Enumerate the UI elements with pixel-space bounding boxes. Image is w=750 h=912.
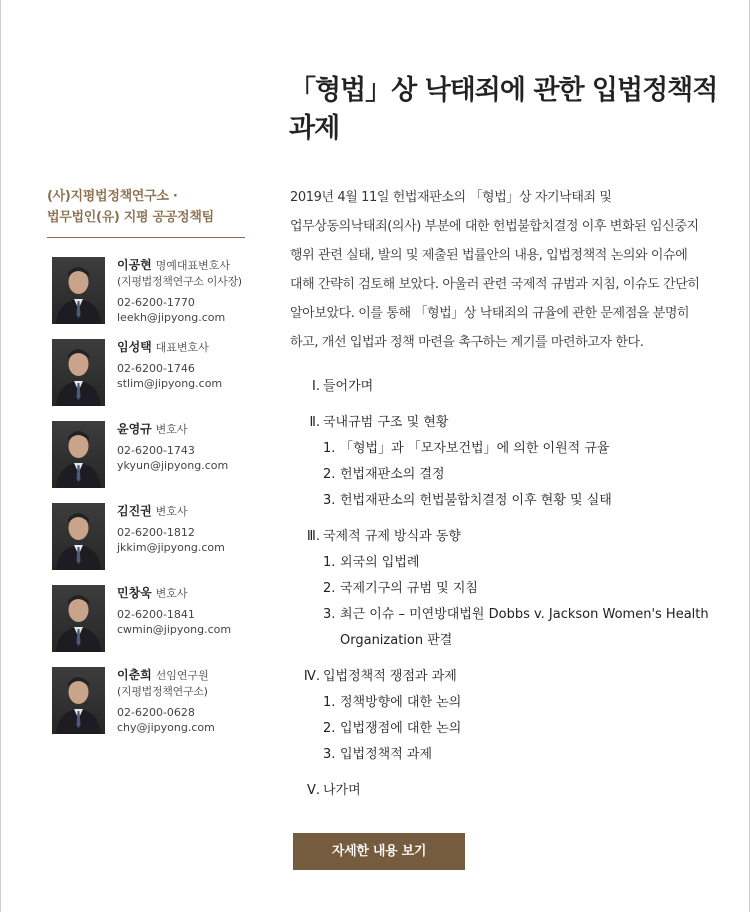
toc-section xyxy=(290,778,710,804)
author-info xyxy=(117,585,257,637)
author-email[interactable]: chy@jipyong.com xyxy=(117,721,215,734)
author-role: 명예대표변호사 xyxy=(155,259,230,272)
author-role: 변호사 xyxy=(155,505,188,518)
toc-item xyxy=(290,690,710,716)
toc-item xyxy=(290,742,710,768)
toc-item-number: 3. xyxy=(323,493,336,508)
author-photo xyxy=(52,585,105,652)
author-email[interactable]: stlim@jipyong.com xyxy=(117,377,223,390)
author-info xyxy=(117,503,257,555)
toc-section xyxy=(290,410,710,514)
author-phone: 02-6200-0628 xyxy=(117,706,195,719)
toc-section-number: Ⅴ. xyxy=(306,783,320,798)
author-info xyxy=(117,339,257,391)
author-role: 선임연구원 xyxy=(155,669,209,682)
toc-section-heading xyxy=(290,410,710,436)
author-contact xyxy=(117,525,257,555)
author-contact xyxy=(117,295,257,325)
toc-item-number: 1. xyxy=(323,695,336,710)
author-name: 윤영규 xyxy=(117,422,152,436)
toc-item-text: 외국의 입법례 xyxy=(340,555,420,570)
toc-item-text: 입법쟁점에 대한 논의 xyxy=(340,721,462,736)
author-role: 대표변호사 xyxy=(155,341,209,354)
author-name-line xyxy=(117,585,257,602)
toc-section-number: Ⅱ. xyxy=(309,415,320,430)
toc-item-number: 2. xyxy=(323,721,336,736)
author-role: 변호사 xyxy=(155,587,188,600)
toc-section-number: Ⅰ. xyxy=(312,379,320,394)
toc-section-title: 입법정책적 쟁점과 과제 xyxy=(323,669,457,684)
view-details-button[interactable]: 자세한 내용 보기 xyxy=(293,833,465,870)
org-line-1: (사)지평법정책연구소 · xyxy=(47,189,178,204)
author-contact xyxy=(117,361,257,391)
author-name-line xyxy=(117,667,257,684)
toc-item xyxy=(290,602,710,654)
author-photo xyxy=(52,667,105,734)
author-email[interactable]: leekh@jipyong.com xyxy=(117,311,226,324)
table-of-contents xyxy=(290,374,710,804)
toc-section-title: 국제적 규제 방식과 동향 xyxy=(323,529,461,544)
toc-item-text: 최근 이슈 – 미연방대법원 Dobbs v. Jackson Women's Health Organization 판결 xyxy=(340,607,709,648)
author-profile xyxy=(47,417,245,499)
toc-item-text: 헌법재판소의 헌법불합치결정 이후 현황 및 실태 xyxy=(340,493,612,508)
toc-item-text: 헌법재판소의 결정 xyxy=(340,467,445,482)
toc-section-title: 들어가며 xyxy=(323,379,374,394)
author-phone: 02-6200-1746 xyxy=(117,362,195,375)
author-name-line xyxy=(117,339,257,356)
author-affiliation: (지평법정책연구소) xyxy=(117,685,208,698)
author-phone: 02-6200-1812 xyxy=(117,526,195,539)
author-info xyxy=(117,257,257,325)
author-profile xyxy=(47,253,245,335)
toc-section-heading xyxy=(290,374,710,400)
toc-item-number: 3. xyxy=(323,747,336,762)
toc-item-number: 2. xyxy=(323,467,336,482)
toc-item xyxy=(290,488,710,514)
author-phone: 02-6200-1770 xyxy=(117,296,195,309)
author-name-line xyxy=(117,257,257,274)
toc-item-text: 「형법」과 「모자보건법」에 의한 이원적 규율 xyxy=(340,441,610,456)
toc-section xyxy=(290,664,710,768)
author-email[interactable]: ykyun@jipyong.com xyxy=(117,459,229,472)
toc-item-number: 2. xyxy=(323,581,336,596)
author-phone: 02-6200-1743 xyxy=(117,444,195,457)
page-title: 「형법」상 낙태죄에 관한 입법정책적 과제 xyxy=(289,75,718,144)
author-name: 임성택 xyxy=(117,340,152,354)
toc-section-heading xyxy=(290,524,710,550)
author-profile xyxy=(47,663,245,745)
author-photo xyxy=(52,257,105,324)
profile-list xyxy=(47,253,245,745)
toc-section-heading xyxy=(290,664,710,690)
author-photo xyxy=(52,503,105,570)
main-content xyxy=(290,183,710,804)
organization-name xyxy=(47,186,245,238)
author-role: 변호사 xyxy=(155,423,188,436)
author-phone: 02-6200-1841 xyxy=(117,608,195,621)
author-profile xyxy=(47,581,245,663)
author-profile xyxy=(47,499,245,581)
toc-item xyxy=(290,550,710,576)
toc-section xyxy=(290,524,710,654)
toc-item xyxy=(290,462,710,488)
toc-item-text: 국제기구의 규범 및 지침 xyxy=(340,581,478,596)
author-info xyxy=(117,421,257,473)
toc-item xyxy=(290,576,710,602)
toc-section-title: 나가며 xyxy=(323,783,361,798)
author-name: 김진권 xyxy=(117,504,152,518)
author-contact xyxy=(117,607,257,637)
org-line-2: 법무법인(유) 지평 공공정책팀 xyxy=(47,210,214,225)
author-email[interactable]: cwmin@jipyong.com xyxy=(117,623,232,636)
toc-section-number: Ⅲ. xyxy=(306,529,320,544)
toc-section-heading xyxy=(290,778,710,804)
author-contact xyxy=(117,705,257,735)
toc-item-text: 정책방향에 대한 논의 xyxy=(340,695,462,710)
toc-item-number: 3. xyxy=(323,607,336,622)
toc-section-title: 국내규범 구조 및 현황 xyxy=(323,415,449,430)
author-info xyxy=(117,667,257,735)
author-name: 이춘희 xyxy=(117,668,152,682)
author-name: 민창욱 xyxy=(117,586,152,600)
toc-item-number: 1. xyxy=(323,555,336,570)
author-affiliation: (지평법정책연구소 이사장) xyxy=(117,275,242,288)
author-sidebar xyxy=(47,186,245,745)
toc-item-text: 입법정책적 과제 xyxy=(340,747,433,762)
author-profile xyxy=(47,335,245,417)
author-name-line xyxy=(117,421,257,438)
author-name: 이공현 xyxy=(117,258,152,272)
toc-section-number: Ⅳ. xyxy=(303,669,320,684)
toc-section xyxy=(290,374,710,400)
toc-item xyxy=(290,716,710,742)
toc-item-number: 1. xyxy=(323,441,336,456)
author-name-line xyxy=(117,503,257,520)
author-contact xyxy=(117,443,257,473)
author-photo xyxy=(52,421,105,488)
author-photo xyxy=(52,339,105,406)
toc-item xyxy=(290,436,710,462)
intro-paragraph: 2019년 4월 11일 헌법재판소의 「형법」상 자기낙태죄 및 업무상동의낙태죄(의사) 부분에 대한 헌법불합치결정 이후 변화된 임신중지 행위 관련 실태, 발의 및 제출된 법률안의 내용, 입법정책적 논의와 이슈에 대해 간략히 검토해 보았다. 아울러 관련 국제적 규범과 지침, 이슈도 간단히 알아보았다. 이를 통해 「형법」상 낙태죄의 규율에 관한 문제점을 분명히 하고, 개선 입법과 정책 마련을 촉구하는 계기를 마련하고자 한다. xyxy=(290,190,700,350)
author-email[interactable]: jkkim@jipyong.com xyxy=(117,541,225,554)
